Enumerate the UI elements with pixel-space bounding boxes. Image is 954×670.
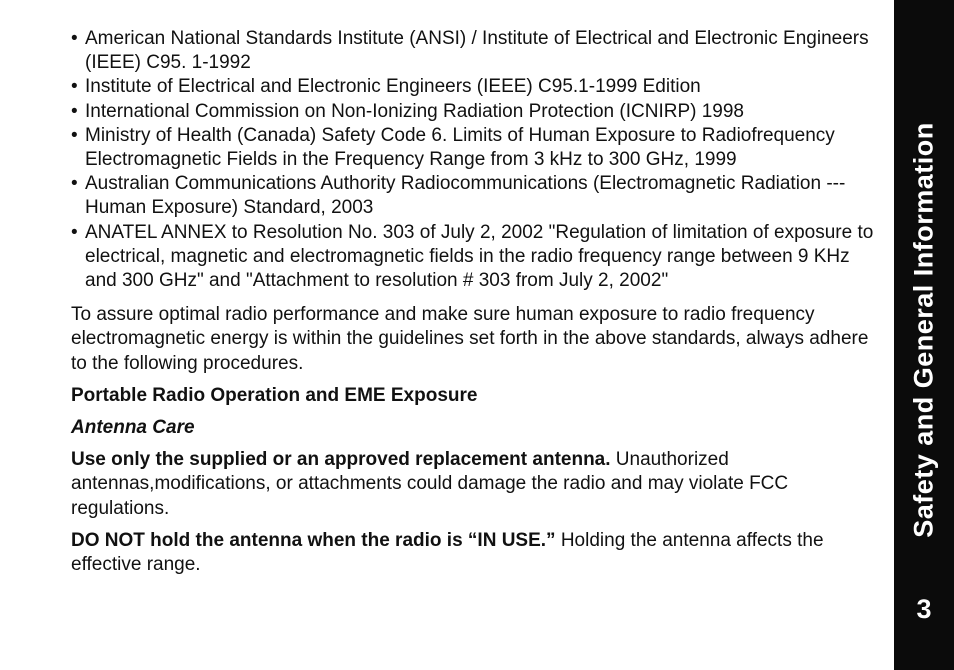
page-content <box>71 27 883 585</box>
chapter-title: Safety and General Information <box>908 122 939 538</box>
page-number: 3 <box>916 594 932 624</box>
intro-paragraph: To assure optimal radio performance and make sure human exposure to radio frequency electromagnetic energy is within the guidelines set forth in the above standards, always adhere to the following procedures. <box>71 304 869 374</box>
list-item: • ANATEL ANNEX to Resolution No. 303 of July 2, 2002 "Regulation of limitation of exposure to electrical, magnetic and electromagnetic fields in the radio frequency range between 9 KHz and 300 GHz" and "Attachment to resolution # 303 from July 2, 2002" <box>71 221 883 294</box>
section-heading: Portable Radio Operation and EME Exposure <box>71 384 478 406</box>
hold-antenna-paragraph-lead: DO NOT hold the antenna when the radio is “IN USE.” <box>71 529 556 551</box>
chapter-sidebar <box>894 0 954 670</box>
list-item: • International Commission on Non-Ionizing Radiation Protection (ICNIRP) 1998 <box>71 100 883 124</box>
list-item: • Ministry of Health (Canada) Safety Code 6. Limits of Human Exposure to Radiofrequency Electromagnetic Fields in the Frequency Range from 3 kHz to 300 GHz, 1999 <box>71 124 883 172</box>
subsection-heading: Antenna Care <box>71 417 195 439</box>
list-item: • Institute of Electrical and Electronic Engineers (IEEE) C95.1-1999 Edition <box>71 75 883 99</box>
list-item: • American National Standards Institute (ANSI) / Institute of Electrical and Electronic Engineers (IEEE) C95. 1-1992 <box>71 27 883 75</box>
hold-antenna-paragraph <box>71 529 883 577</box>
antenna-paragraph-lead: Use only the supplied or an approved replacement antenna. <box>71 449 611 471</box>
hold-antenna-paragraph-text: Holding the antenna affects the effective range. <box>71 529 824 576</box>
standards-list <box>71 27 883 293</box>
list-item: • Australian Communications Authority Radiocommunications (Electromagnetic Radiation --- Human Exposure) Standard, 2003 <box>71 172 883 220</box>
antenna-paragraph-text: Unauthorized antennas,modifications, or attachments could damage the radio and may violate FCC regulations. <box>71 449 789 519</box>
antenna-paragraph <box>71 448 883 521</box>
